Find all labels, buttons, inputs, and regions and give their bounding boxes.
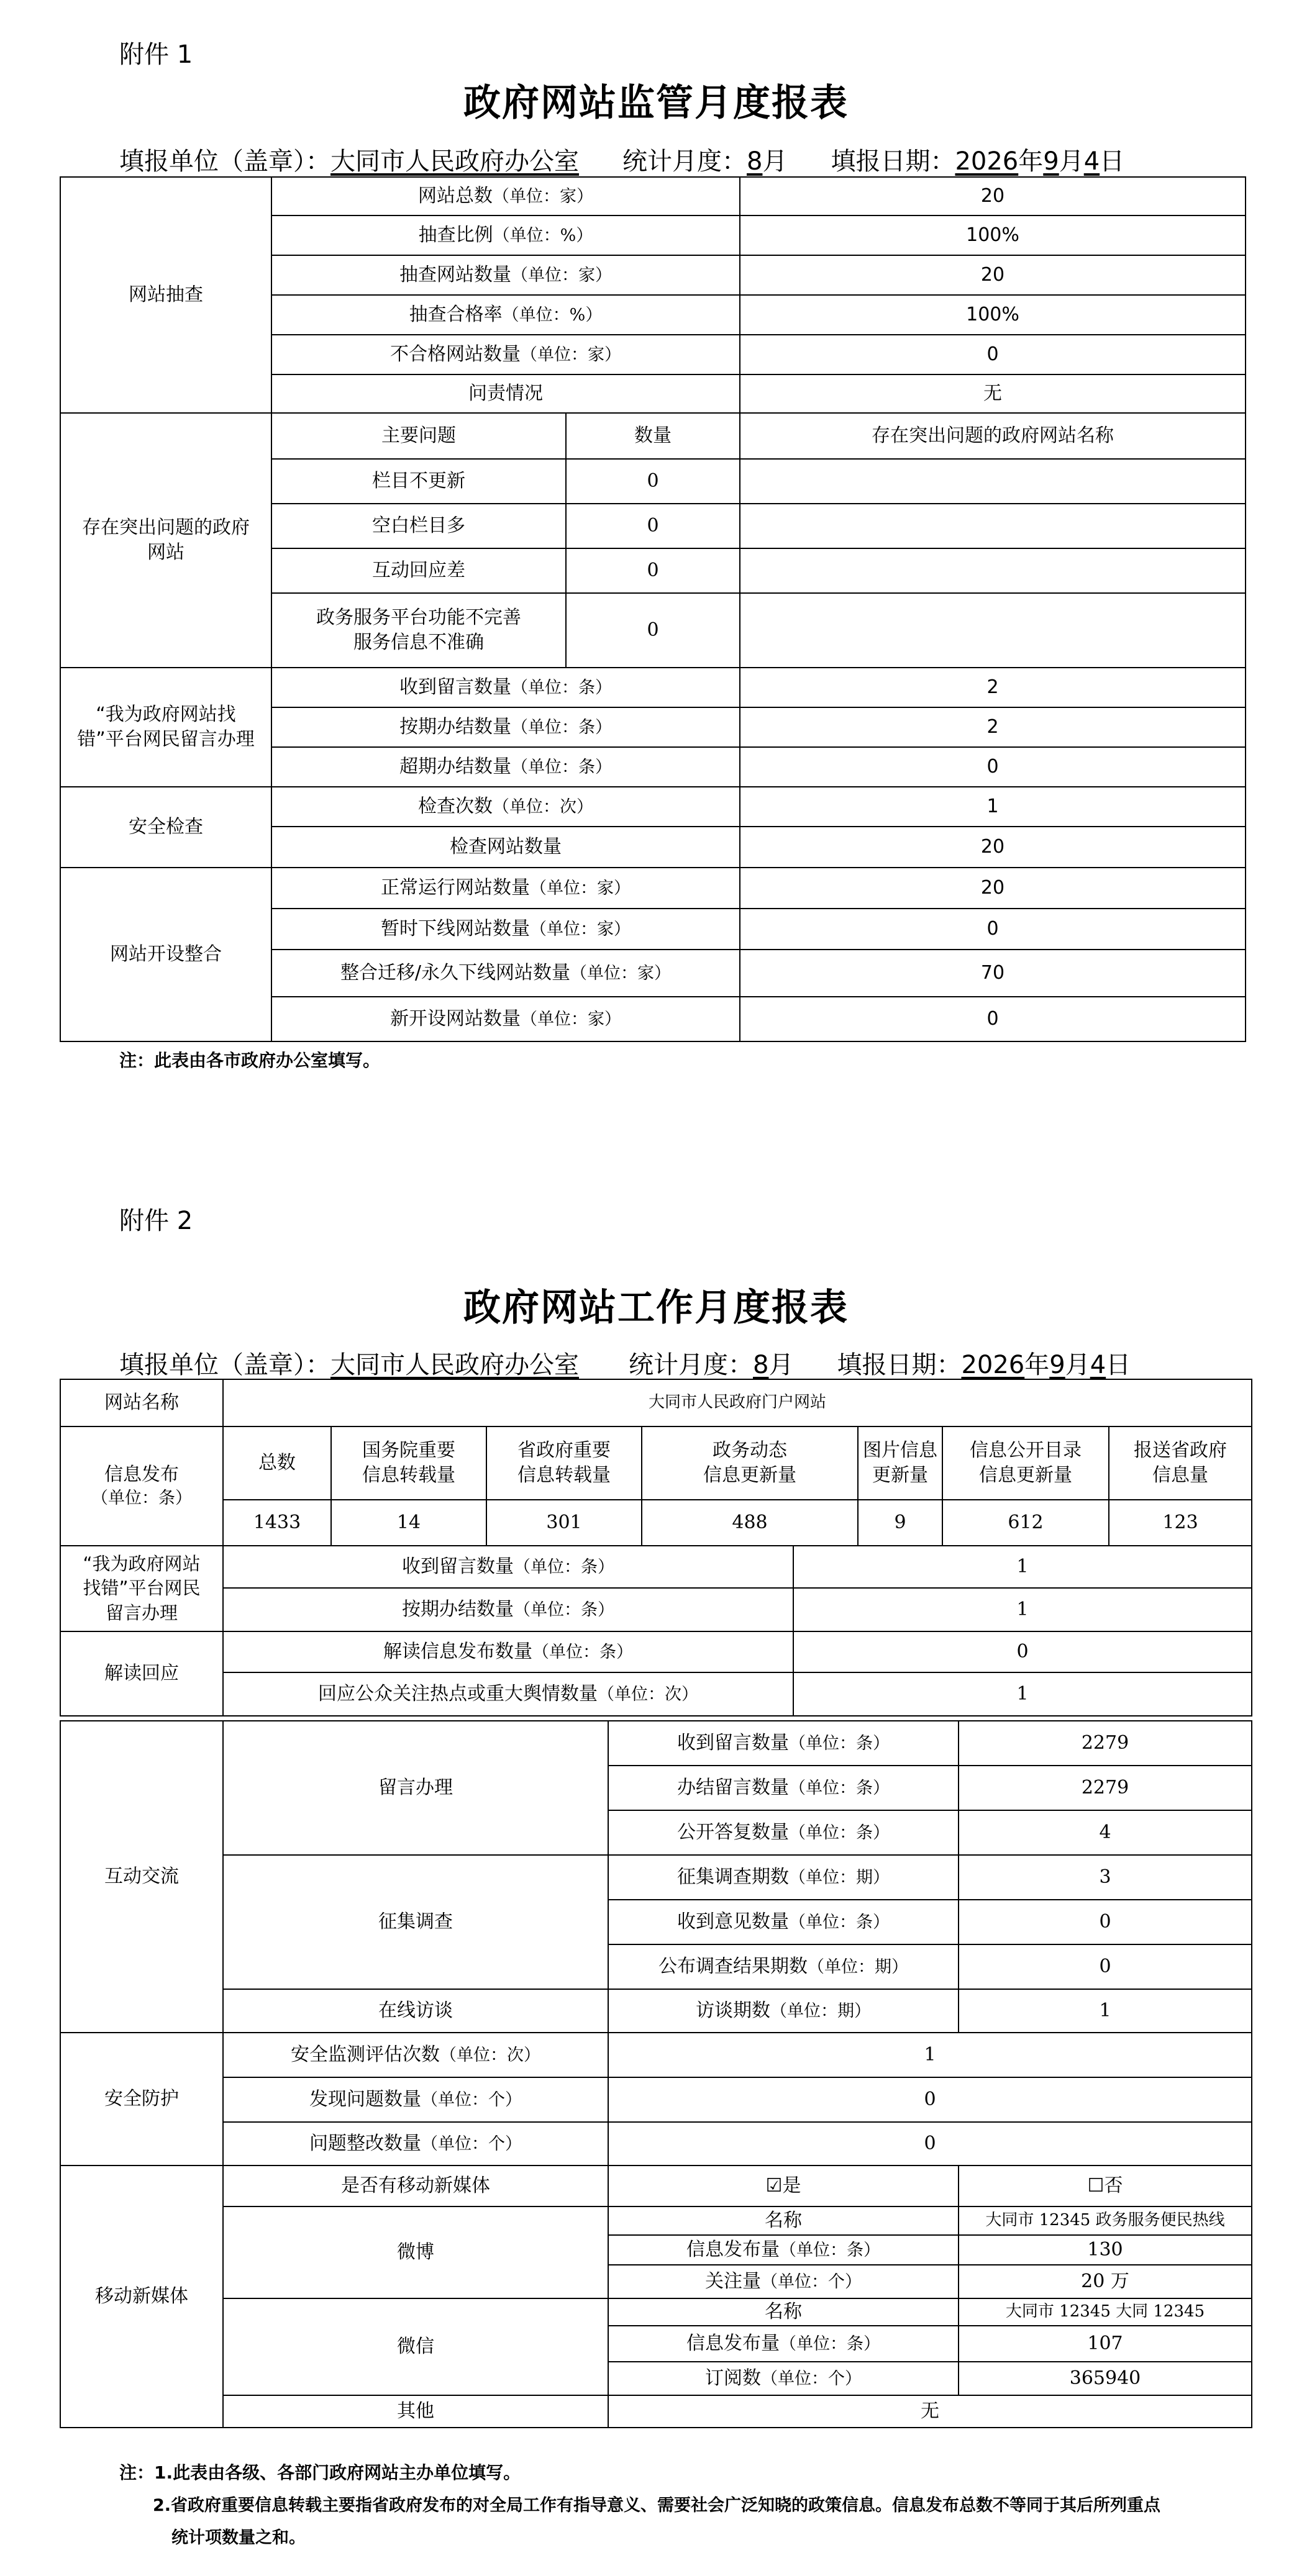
row-value: 20 <box>740 177 1246 215</box>
col-header-site-names: 存在突出问题的政府网站名称 <box>740 413 1246 459</box>
row-value: 1 <box>793 1546 1252 1588</box>
row-label: 整合迁移/永久下线网站数量（单位：家） <box>271 950 740 997</box>
row-value: 70 <box>740 950 1246 997</box>
row-label: 抽查比例（单位：%） <box>271 215 740 255</box>
issue-sites <box>740 593 1246 668</box>
work-table-middle <box>60 1545 1252 1717</box>
fill-date-day: 4 <box>1083 147 1100 176</box>
other-media-value: 无 <box>608 2395 1252 2428</box>
fill-unit-label: 填报单位（盖章）： <box>119 147 330 176</box>
report-1-note: 注：此表由各市政府办公室填写。 <box>119 1050 381 1071</box>
row-label: 订阅数（单位：个） <box>608 2362 959 2395</box>
section-find-errors: “我为政府网站 找错”平台网民 留言办理 <box>60 1546 223 1631</box>
col-header-news: 政务动态 信息更新量 <box>642 1426 858 1500</box>
issue-sites <box>740 548 1246 593</box>
col-header-issue: 主要问题 <box>271 413 566 459</box>
row-label: 超期办结数量（单位：条） <box>271 747 740 787</box>
has-media-no-checkbox[interactable]: ☐否 <box>959 2166 1252 2206</box>
table-row <box>60 1546 1252 1588</box>
row-value: 0 <box>793 1631 1252 1672</box>
fill-unit-value: 大同市人民政府办公室 <box>330 147 579 176</box>
info-open-catalog-value: 612 <box>942 1500 1109 1546</box>
table-row <box>60 868 1246 909</box>
row-label: 办结留言数量（单位：条） <box>608 1766 959 1810</box>
fill-date-month: 9 <box>1049 1351 1065 1379</box>
fill-date-day: 4 <box>1090 1351 1106 1379</box>
table-row <box>60 1500 1252 1546</box>
report-2-meta <box>119 1345 1131 1381</box>
row-value: 0 <box>608 2122 1252 2166</box>
date-month-suffix: 月 <box>1059 147 1084 176</box>
row-label: 不合格网站数量（单位：家） <box>271 335 740 374</box>
report-2-note-1: 注：1.此表由各级、各部门政府网站主办单位填写。 <box>119 2462 521 2483</box>
date-day-suffix: 日 <box>1100 147 1125 176</box>
row-label: 收到意见数量（单位：条） <box>608 1900 959 1944</box>
row-value: 2 <box>740 707 1246 747</box>
issue-label: 栏目不更新 <box>271 459 566 504</box>
weibo-label: 微博 <box>223 2206 608 2298</box>
table-row <box>60 787 1246 827</box>
section-mobile-media: 移动新媒体 <box>60 2166 223 2428</box>
weibo-name-value: 大同市 12345 政务服务便民热线 <box>959 2206 1252 2235</box>
row-label: 检查次数（单位：次） <box>271 787 740 827</box>
row-label: 正常运行网站数量（单位：家） <box>271 868 740 909</box>
table-row <box>60 1855 1252 1900</box>
row-value: 20 <box>740 255 1246 295</box>
table-row <box>60 2122 1252 2166</box>
row-label: 按期办结数量（单位：条） <box>271 707 740 747</box>
row-value: 无 <box>740 374 1246 413</box>
info-submitted-value: 123 <box>1109 1500 1252 1546</box>
has-media-label: 是否有移动新媒体 <box>223 2166 608 2206</box>
row-label: 信息发布量（单位：条） <box>608 2326 959 2362</box>
row-label: 问题整改数量（单位：个） <box>223 2122 608 2166</box>
issue-label: 互动回应差 <box>271 548 566 593</box>
row-value: 0 <box>740 335 1246 374</box>
report-2-note-2: 2.省政府重要信息转载主要指省政府发布的对全局工作有指导意义、需要社会广泛知晓的政策信息。信息发布总数不等同于其后所列重点 <box>153 2496 1161 2515</box>
table-row <box>60 1379 1252 1426</box>
row-value: 4 <box>959 1810 1252 1855</box>
online-interview-label: 在线访谈 <box>223 1989 608 2033</box>
info-news-value: 488 <box>642 1500 858 1546</box>
row-value: 2279 <box>959 1766 1252 1810</box>
row-value: 20 <box>740 827 1246 868</box>
site-name-label: 网站名称 <box>60 1379 223 1426</box>
row-value: 1 <box>740 787 1246 827</box>
info-state-value: 14 <box>331 1500 486 1546</box>
wechat-publish-value: 107 <box>959 2326 1252 2362</box>
row-value: 100% <box>740 215 1246 255</box>
weibo-publish-value: 130 <box>959 2235 1252 2265</box>
row-label: 访谈期数（单位：期） <box>608 1989 959 2033</box>
row-label: 征集调查期数（单位：期） <box>608 1855 959 1900</box>
stat-month-label: 统计月度： <box>622 147 747 176</box>
section-interaction: 互动交流 <box>60 1721 223 2033</box>
row-label: 检查网站数量 <box>271 827 740 868</box>
row-value: 0 <box>740 747 1246 787</box>
wechat-label: 微信 <box>223 2298 608 2395</box>
row-label: 公布调查结果期数（单位：期） <box>608 1944 959 1989</box>
col-header-province: 省政府重要 信息转载量 <box>486 1426 642 1500</box>
date-day-suffix: 日 <box>1106 1351 1131 1379</box>
section-safety: 安全防护 <box>60 2033 223 2166</box>
row-label: 问责情况 <box>271 374 740 413</box>
table-row <box>60 1588 1252 1631</box>
row-label: 暂时下线网站数量（单位：家） <box>271 909 740 950</box>
issue-label: 空白栏目多 <box>271 504 566 548</box>
report-2-note-3: 统计项数量之和。 <box>171 2528 306 2547</box>
report-1-meta <box>119 142 1124 177</box>
table-row <box>60 2298 1252 2326</box>
col-header-submitted: 报送省政府 信息量 <box>1109 1426 1252 1500</box>
issue-count: 0 <box>566 459 740 504</box>
row-label: 抽查合格率（单位：%） <box>271 295 740 335</box>
row-label: 网站总数（单位：家） <box>271 177 740 215</box>
table-row <box>60 1426 1252 1500</box>
section-site-setup: 网站开设整合 <box>60 868 271 1041</box>
attachment-1-label: 附件 1 <box>119 40 193 69</box>
other-media-label: 其他 <box>223 2395 608 2428</box>
report-2-title: 政府网站工作月度报表 <box>463 1286 849 1330</box>
stat-month-suffix: 月 <box>768 1351 794 1379</box>
stat-month-label: 统计月度： <box>629 1351 753 1379</box>
row-label: 公开答复数量（单位：条） <box>608 1810 959 1855</box>
weibo-follow-value: 20 万 <box>959 2265 1252 2298</box>
row-value: 100% <box>740 295 1246 335</box>
row-label: 收到留言数量（单位：条） <box>223 1546 793 1588</box>
issue-sites <box>740 504 1246 548</box>
table-row <box>60 1631 1252 1672</box>
table-row <box>60 2166 1252 2206</box>
section-problem-sites: 存在突出问题的政府网站 <box>60 413 271 668</box>
row-label: 关注量（单位：个） <box>608 2265 959 2298</box>
stat-month-value: 8 <box>747 147 763 176</box>
row-value: 0 <box>740 997 1246 1041</box>
stat-month-suffix: 月 <box>762 147 788 176</box>
fill-unit-value: 大同市人民政府办公室 <box>330 1351 579 1379</box>
row-label: 信息发布量（单位：条） <box>608 2235 959 2265</box>
info-pictures-value: 9 <box>858 1500 942 1546</box>
row-label: 收到留言数量（单位：条） <box>271 668 740 707</box>
issue-sites <box>740 459 1246 504</box>
row-value: 0 <box>959 1944 1252 1989</box>
report-1-title: 政府网站监管月度报表 <box>463 81 849 125</box>
row-label: 发现问题数量（单位：个） <box>223 2077 608 2122</box>
row-value: 3 <box>959 1855 1252 1900</box>
info-province-value: 301 <box>486 1500 642 1546</box>
row-value: 2279 <box>959 1721 1252 1766</box>
row-label: 安全监测评估次数（单位：次） <box>223 2033 608 2077</box>
row-label: 按期办结数量（单位：条） <box>223 1588 793 1631</box>
table-row <box>60 2033 1252 2077</box>
fill-unit-label: 填报单位（盖章）： <box>119 1351 330 1379</box>
work-table-top <box>60 1379 1252 1546</box>
fill-date-year: 2026 <box>955 147 1019 176</box>
issue-count: 0 <box>566 548 740 593</box>
issue-count: 0 <box>566 504 740 548</box>
row-label: 名称 <box>608 2298 959 2326</box>
date-year-suffix: 年 <box>1024 1351 1050 1379</box>
table-row <box>60 177 1246 215</box>
col-header-state-council: 国务院重要 信息转载量 <box>331 1426 486 1500</box>
row-label: 抽查网站数量（单位：家） <box>271 255 740 295</box>
has-media-yes-checkbox[interactable]: ☑是 <box>608 2166 959 2206</box>
row-label: 名称 <box>608 2206 959 2235</box>
section-security-check: 安全检查 <box>60 787 271 868</box>
row-value: 2 <box>740 668 1246 707</box>
date-month-suffix: 月 <box>1065 1351 1090 1379</box>
table-row <box>60 1989 1252 2033</box>
supervision-table <box>60 176 1246 1042</box>
row-value: 1 <box>793 1588 1252 1631</box>
row-value: 0 <box>608 2077 1252 2122</box>
info-total-value: 1433 <box>223 1500 331 1546</box>
wechat-name-value: 大同市 12345 大同 12345 <box>959 2298 1252 2326</box>
fill-date-month: 9 <box>1043 147 1059 176</box>
section-info-publish: 信息发布 （单位：条） <box>60 1426 223 1546</box>
table-row <box>60 2395 1252 2428</box>
section-find-errors: “我为政府网站找错”平台网民留言办理 <box>60 668 271 787</box>
site-name-value: 大同市人民政府门户网站 <box>223 1379 1252 1426</box>
issue-count: 0 <box>566 593 740 668</box>
issue-label: 政务服务平台功能不完善 服务信息不准确 <box>271 593 566 668</box>
table-row <box>60 2077 1252 2122</box>
table-row <box>60 2206 1252 2235</box>
date-year-suffix: 年 <box>1018 147 1044 176</box>
row-label: 新开设网站数量（单位：家） <box>271 997 740 1041</box>
row-value: 0 <box>740 909 1246 950</box>
wechat-subscribers-value: 365940 <box>959 2362 1252 2395</box>
row-value: 0 <box>959 1900 1252 1944</box>
row-value: 20 <box>740 868 1246 909</box>
table-row <box>60 1672 1252 1716</box>
col-header-open-catalog: 信息公开目录 信息更新量 <box>942 1426 1109 1500</box>
attachment-2-label: 附件 2 <box>119 1207 193 1235</box>
table-row <box>60 413 1246 459</box>
fill-date-year: 2026 <box>961 1351 1025 1379</box>
survey-label: 征集调查 <box>223 1855 608 1989</box>
row-label: 解读信息发布数量（单位：条） <box>223 1631 793 1672</box>
col-header-count: 数量 <box>566 413 740 459</box>
table-row <box>60 668 1246 707</box>
row-label: 收到留言数量（单位：条） <box>608 1721 959 1766</box>
msg-handling-label: 留言办理 <box>223 1721 608 1855</box>
section-interpretation: 解读回应 <box>60 1631 223 1716</box>
fill-date-label: 填报日期： <box>831 147 955 176</box>
table-row <box>60 1721 1252 1766</box>
fill-date-label: 填报日期： <box>837 1351 962 1379</box>
col-header-total: 总数 <box>223 1426 331 1500</box>
row-value: 1 <box>959 1989 1252 2033</box>
stat-month-value: 8 <box>753 1351 769 1379</box>
row-value: 1 <box>793 1672 1252 1716</box>
row-label: 回应公众关注热点或重大舆情数量（单位：次） <box>223 1672 793 1716</box>
col-header-pictures: 图片信息 更新量 <box>858 1426 942 1500</box>
section-spot-check: 网站抽查 <box>60 177 271 413</box>
work-table-bottom <box>60 1720 1252 2428</box>
row-value: 1 <box>608 2033 1252 2077</box>
